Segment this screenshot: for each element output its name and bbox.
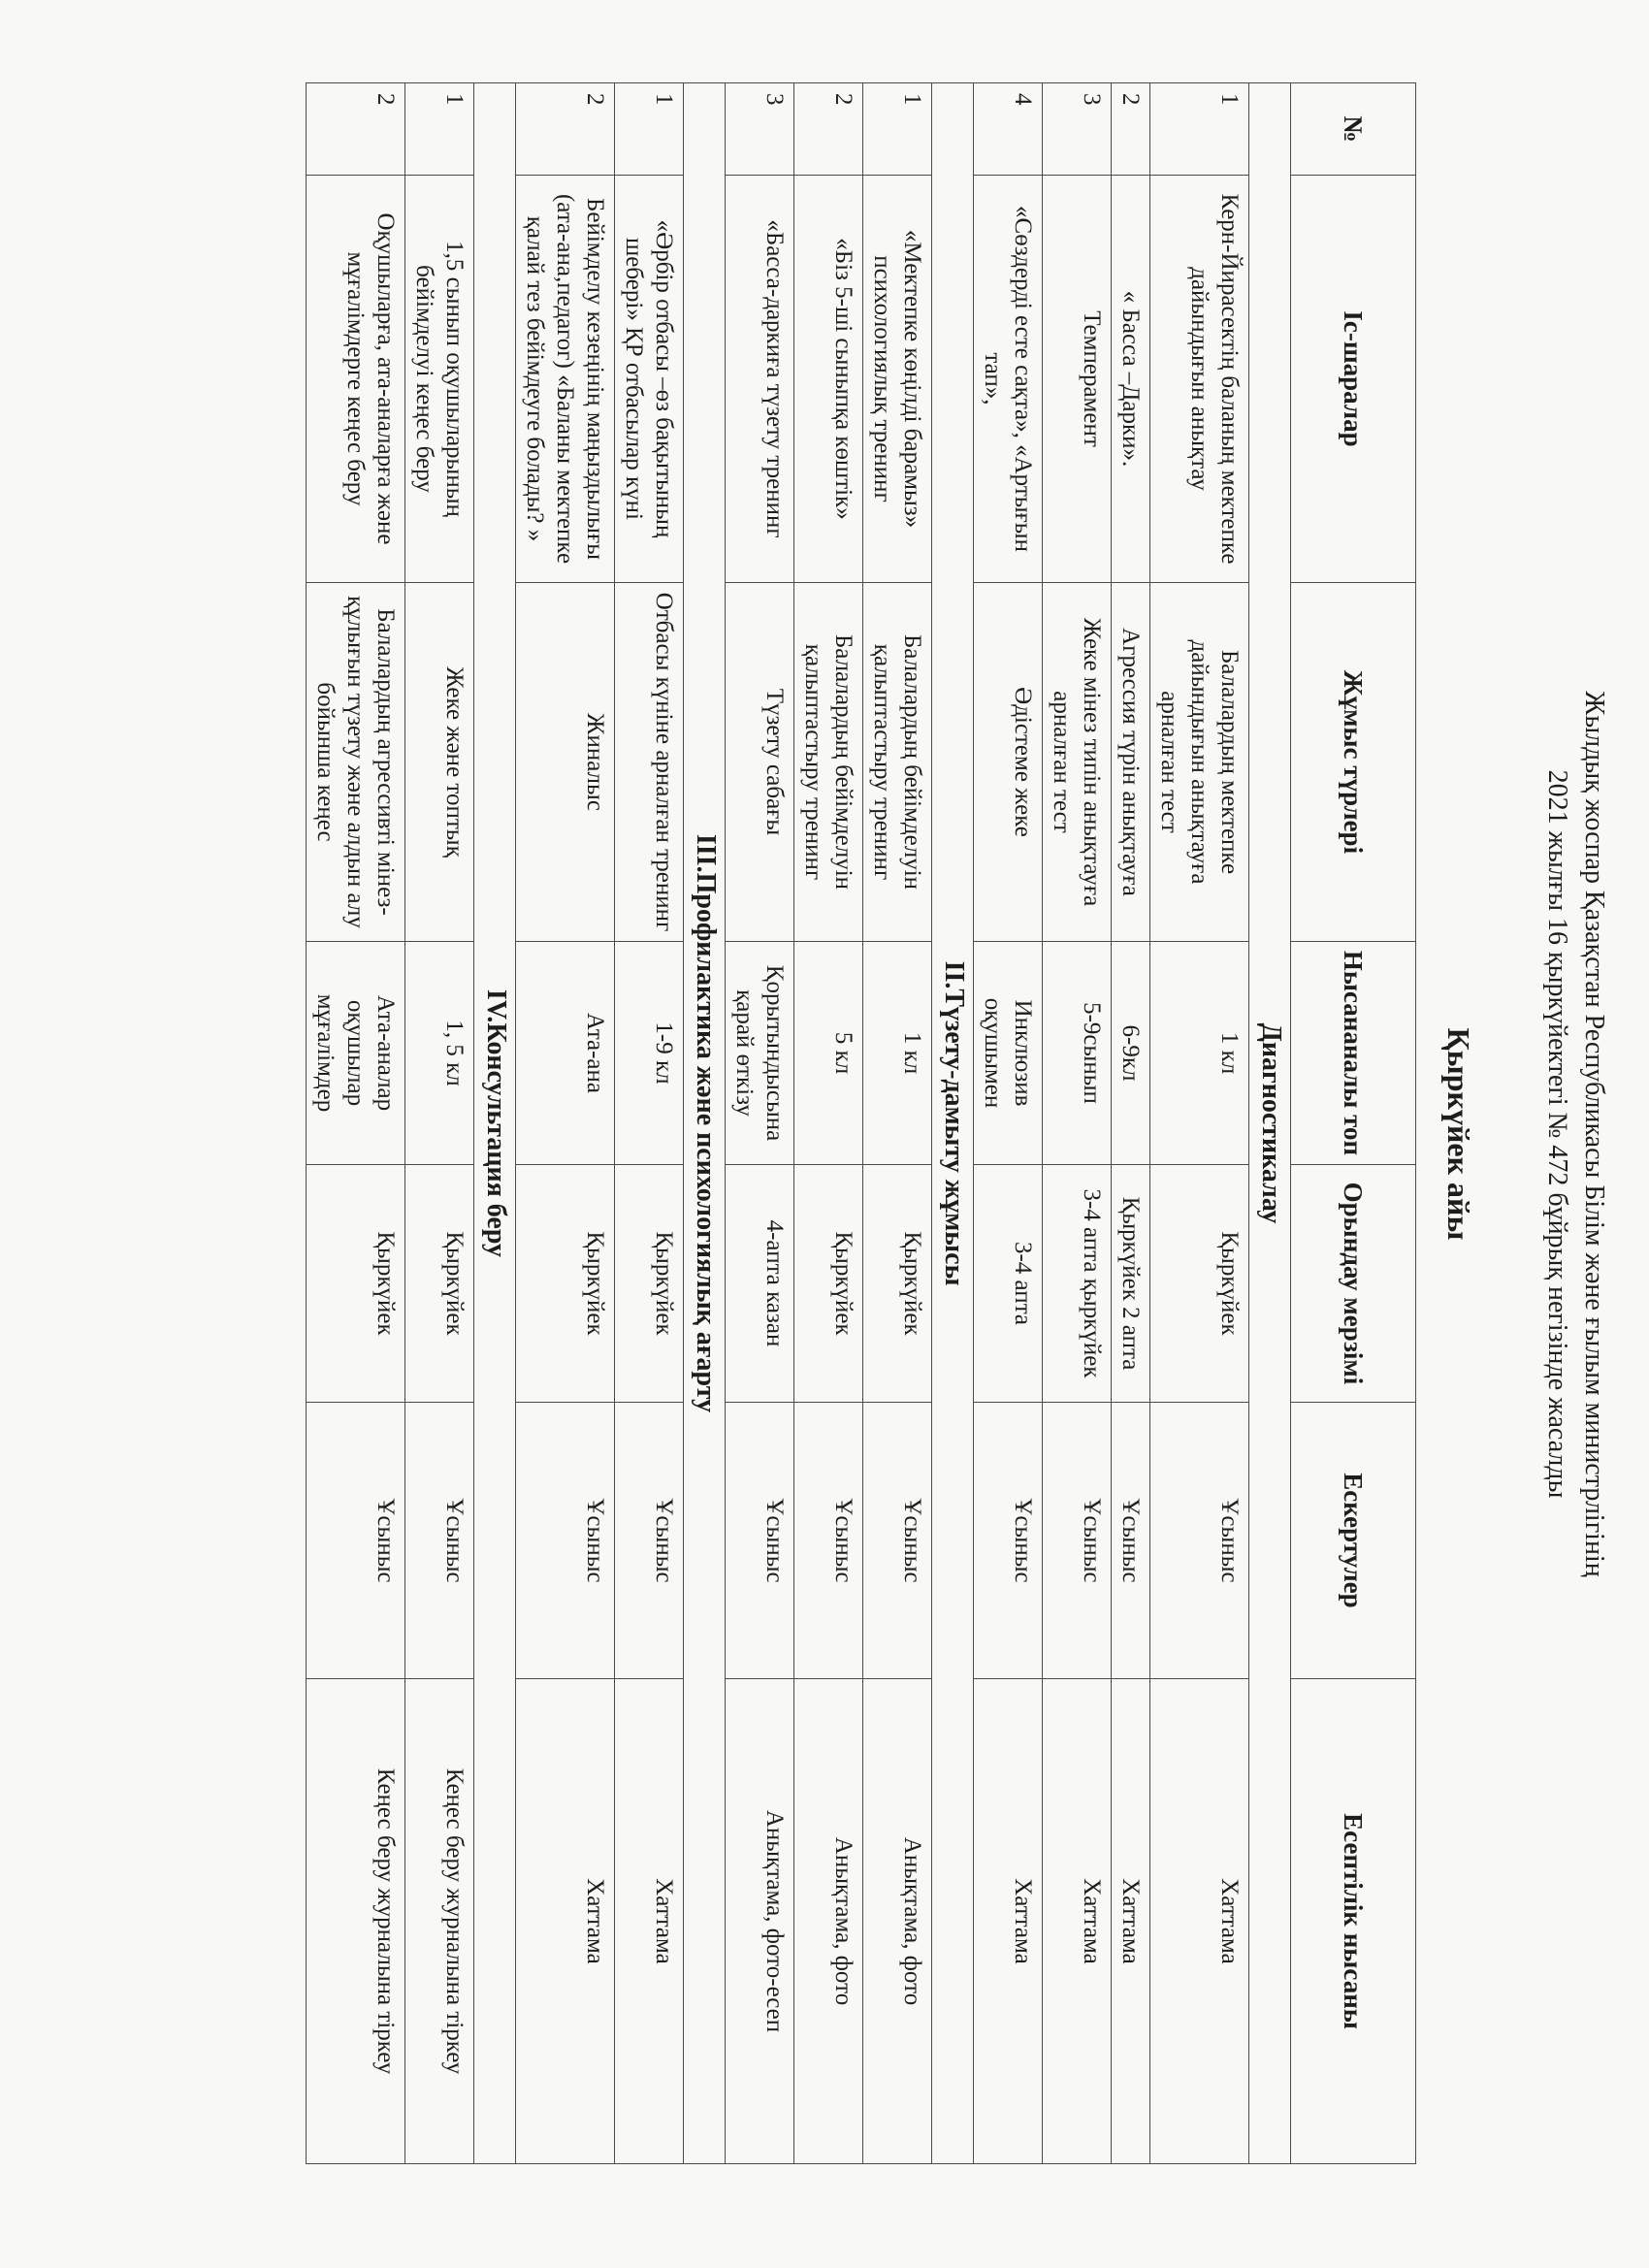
column-header-target-group: Нысананалы топ bbox=[1291, 942, 1416, 1165]
row-report-form: Хаттама bbox=[1043, 1679, 1112, 2164]
row-note: Ұсыныс bbox=[974, 1403, 1043, 1679]
row-deadline: Қыркүйек bbox=[794, 1165, 863, 1403]
row-number: 2 bbox=[516, 83, 615, 176]
row-note: Ұсыныс bbox=[863, 1403, 932, 1679]
table-row bbox=[405, 83, 474, 2164]
row-note: Ұсыныс bbox=[307, 1403, 405, 1679]
section-title: ІІІ.Профилактика және психологиялық ағарту bbox=[684, 83, 726, 2164]
row-work-type: Отбасы күніне арналған тренинг bbox=[615, 583, 684, 942]
row-event: Бейімделу кезеңінің маңыздылығы (ата-ана,педагог) «Баланы мектепке қалай тез бейімдеуге болады? » bbox=[516, 176, 615, 583]
column-header-number: № bbox=[1291, 83, 1416, 176]
row-note: Ұсыныс bbox=[615, 1403, 684, 1679]
row-work-type: Әдістеме жеке bbox=[974, 583, 1043, 942]
row-target-group: 5-9сынып bbox=[1043, 942, 1112, 1165]
row-target-group: 5 кл bbox=[794, 942, 863, 1165]
section-header-row bbox=[474, 83, 516, 2164]
column-header-work-types: Жұмыс түрлері bbox=[1291, 583, 1416, 942]
section-title: IV.Консультация беру bbox=[474, 83, 516, 2164]
row-number: 2 bbox=[307, 83, 405, 176]
row-target-group: 1, 5 кл bbox=[405, 942, 474, 1165]
section-title: Диагностикалау bbox=[1249, 83, 1291, 2164]
section-header-row bbox=[932, 83, 974, 2164]
row-number: 3 bbox=[726, 83, 794, 176]
row-event: «Мектепке көңілді барамыз» психологиялық тренинг bbox=[863, 176, 932, 583]
document-header bbox=[1538, 0, 1612, 2268]
section-title: ІІ.Түзету-дамыту жұмысы bbox=[932, 83, 974, 2164]
row-note: Ұсыныс bbox=[1150, 1403, 1249, 1679]
row-number: 4 bbox=[974, 83, 1043, 176]
row-work-type: Агрессия түрін анықтауға bbox=[1112, 583, 1150, 942]
header-line-2: 2021 жылғы 16 қыркүйектегі № 472 бұйрық негізінде жасалды bbox=[1542, 769, 1572, 1499]
row-target-group: 1-9 кл bbox=[615, 942, 684, 1165]
row-work-type: Жиналыс bbox=[516, 583, 615, 942]
row-note: Ұсыныс bbox=[1043, 1403, 1112, 1679]
row-deadline: Қыркүйек bbox=[863, 1165, 932, 1403]
row-note: Ұсыныс bbox=[726, 1403, 794, 1679]
row-deadline: Қыркүйек bbox=[307, 1165, 405, 1403]
row-note: Ұсыныс bbox=[1112, 1403, 1150, 1679]
row-number: 1 bbox=[1150, 83, 1249, 176]
row-work-type: Жеке мінез типін анықтауға арналған тест bbox=[1043, 583, 1112, 942]
row-event: «Біз 5-ші сыныпқа көштік» bbox=[794, 176, 863, 583]
table-row bbox=[1150, 83, 1249, 2164]
row-event: Темперамент bbox=[1043, 176, 1112, 583]
row-deadline: Қыркүйек bbox=[615, 1165, 684, 1403]
row-number: 2 bbox=[794, 83, 863, 176]
row-report-form: Хаттама bbox=[516, 1679, 615, 2164]
row-deadline: Қыркүйек bbox=[405, 1165, 474, 1403]
row-note: Ұсыныс bbox=[405, 1403, 474, 1679]
row-number: 2 bbox=[1112, 83, 1150, 176]
header-line-1: Жылдық жоспар Қазақстан Республикасы Білім және ғылым министрлігінің bbox=[1579, 691, 1609, 1577]
row-work-type: Балалардың бейімделуін қалыптастыру тренинг bbox=[863, 583, 932, 942]
row-target-group: 6-9кл bbox=[1112, 942, 1150, 1165]
plan-table bbox=[306, 82, 1416, 2164]
table-row bbox=[1043, 83, 1112, 2164]
row-report-form: Хаттама bbox=[1112, 1679, 1150, 2164]
table-row bbox=[615, 83, 684, 2164]
row-event: «Әрбір отбасы –өз бақытының шебері» ҚР отбасылар күні bbox=[615, 176, 684, 583]
table-row bbox=[974, 83, 1043, 2164]
column-header-report-form: Есептілік нысаны bbox=[1291, 1679, 1416, 2164]
row-report-form: Анықтама, фото-есеп bbox=[726, 1679, 794, 2164]
row-report-form: Анықтама, фото bbox=[863, 1679, 932, 2164]
table-row bbox=[794, 83, 863, 2164]
row-deadline: 4-апта казан bbox=[726, 1165, 794, 1403]
row-deadline: Қыркүйек bbox=[1150, 1165, 1249, 1403]
row-work-type: Балалардың агрессивті мінез-құлығын түзету және алдын алу бойынша кеңес bbox=[307, 583, 405, 942]
row-event: «Басса-даркиға түзету тренинг bbox=[726, 176, 794, 583]
row-target-group: Қорытындысына қарай өткізу bbox=[726, 942, 794, 1165]
row-report-form: Кеңес беру журналына тіркеу bbox=[405, 1679, 474, 2164]
row-work-type: Жеке және топтық bbox=[405, 583, 474, 942]
row-target-group: Ата-ана bbox=[516, 942, 615, 1165]
table-row bbox=[307, 83, 405, 2164]
row-work-type: Балалардың мектепке дайындығын анықтауға арналған тест bbox=[1150, 583, 1249, 942]
row-target-group: 1 кл bbox=[863, 942, 932, 1165]
row-deadline: 3-4 апта қыркүйек bbox=[1043, 1165, 1112, 1403]
table-header-row bbox=[1291, 83, 1416, 2164]
row-number: 1 bbox=[405, 83, 474, 176]
table-row bbox=[726, 83, 794, 2164]
row-target-group: 1 кл bbox=[1150, 942, 1249, 1165]
table-row bbox=[516, 83, 615, 2164]
column-header-events: Іс-шаралар bbox=[1291, 176, 1416, 583]
row-target-group: Ата-аналар оқушылар мұғалімдер bbox=[307, 942, 405, 1165]
row-deadline: Қыркүйек bbox=[516, 1165, 615, 1403]
row-note: Ұсыныс bbox=[516, 1403, 615, 1679]
row-report-form: Хаттама bbox=[974, 1679, 1043, 2164]
row-target-group: Инклюзив оқушымен bbox=[974, 942, 1043, 1165]
row-report-form: Хаттама bbox=[1150, 1679, 1249, 2164]
row-event: Керн-Йирасектің баланың мектепке дайындығын анықтау bbox=[1150, 176, 1249, 583]
column-header-notes: Ескертулер bbox=[1291, 1403, 1416, 1679]
row-work-type: Балалардың бейімделуін қалыптастыру тренинг bbox=[794, 583, 863, 942]
section-header-row bbox=[1249, 83, 1291, 2164]
row-report-form: Хаттама bbox=[615, 1679, 684, 2164]
row-number: 1 bbox=[863, 83, 932, 176]
row-report-form: Кеңес беру журналына тіркеу bbox=[307, 1679, 405, 2164]
month-title: Қыркүйек айы bbox=[1441, 1027, 1476, 1241]
row-work-type: Түзету сабағы bbox=[726, 583, 794, 942]
row-report-form: Анықтама, фото bbox=[794, 1679, 863, 2164]
row-deadline: Қыркүйек 2 апта bbox=[1112, 1165, 1150, 1403]
row-event: « Басса –Дарки». bbox=[1112, 176, 1150, 583]
row-number: 1 bbox=[615, 83, 684, 176]
row-event: Оқушыларға, ата-аналарға және мұғалімдерге кеңес беру bbox=[307, 176, 405, 583]
row-event: 1,5 сынып оқушыларының бейімделуі кеңес беру bbox=[405, 176, 474, 583]
row-event: «Сөздерді есте сақта», «Артығын тап», bbox=[974, 176, 1043, 583]
row-note: Ұсыныс bbox=[794, 1403, 863, 1679]
table-row bbox=[1112, 83, 1150, 2164]
section-header-row bbox=[684, 83, 726, 2164]
row-deadline: 3-4 апта bbox=[974, 1165, 1043, 1403]
column-header-deadline: Орындау мерзімі bbox=[1291, 1165, 1416, 1403]
table-row bbox=[863, 83, 932, 2164]
row-number: 3 bbox=[1043, 83, 1112, 176]
